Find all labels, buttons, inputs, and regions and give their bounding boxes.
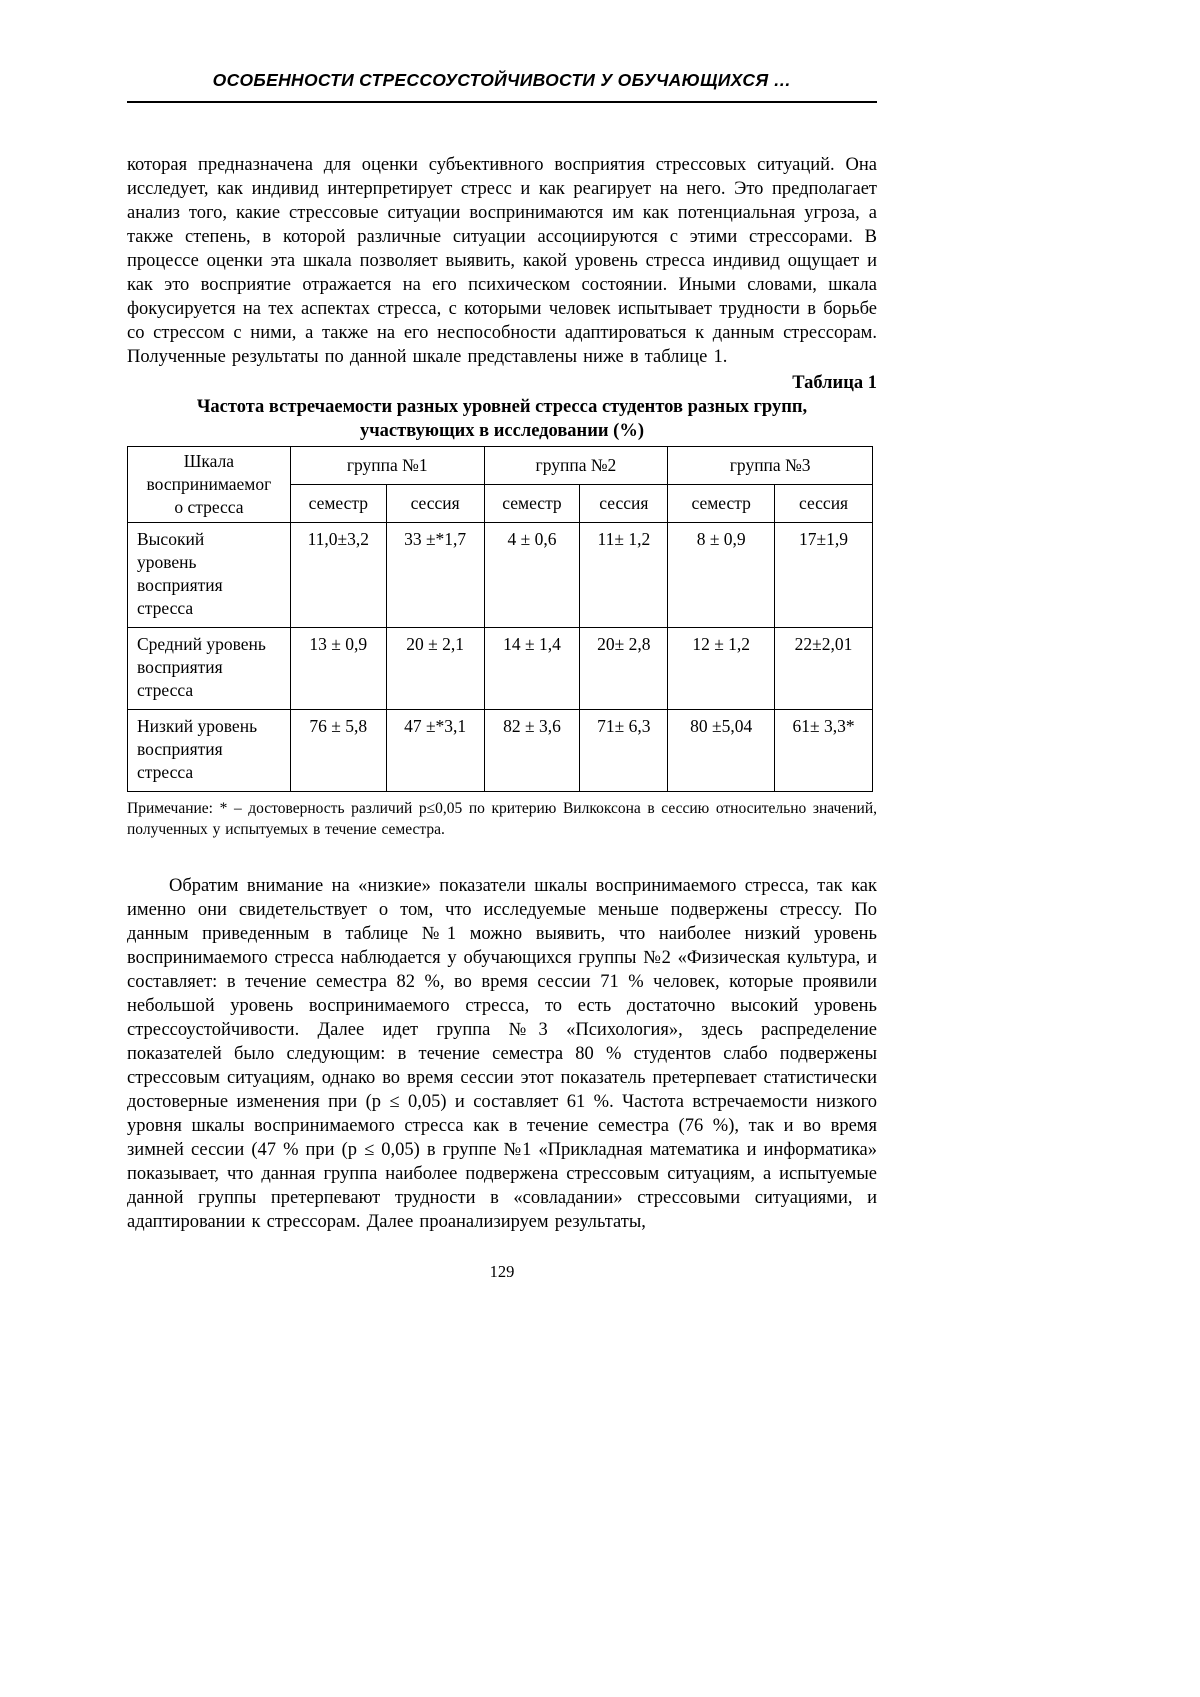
scale-column-header: Шкала воспринимаемог о стресса	[128, 447, 291, 523]
group2-session-header: сессия	[580, 485, 668, 523]
cell-medium-g2-session: 20± 2,8	[580, 628, 668, 710]
cell-high-g2-semester: 4 ± 0,6	[484, 523, 580, 628]
group3-header: группа №3	[668, 447, 873, 485]
paragraph-2: Обратим внимание на «низкие» показатели шкалы воспринимаемого стресса, так как именно они свидетельствует о том, что исследуемые меньше подвержены стрессу. По данным приведенным в таблице №1 можно выявить, что наиболее низкий уровень воспринимаемого стресса наблюдается у обучающихся группы №2 «Физическая культура, и составляет: в течение семестра 82 %, во время сессии 71 % человек, которые проявили небольшой уровень воспринимаемого стресса, то есть достаточно высокий уровень стрессоустойчивости. Далее идет группа №3 «Психология», здесь распределение показателей было следующим: в течение семестра 80 % студентов слабо подвержены стрессовым ситуациям, однако во время сессии этот показатель претерпевает статистически достоверные изменения при (p ≤ 0,05) и составляет 61 %. Частота встречаемости низкого уровня шкалы воспринимаемого стресса как в течение семестра (76 %), так и во время зимней сессии (47 % при (p ≤ 0,05) в группе №1 «Прикладная математика и информатика» показывает, что данная группа наиболее подвержена стрессовым ситуациям, а испытуемые данной группы претерпевают трудности в «совладании» стрессовыми ситуациями, и адаптировании к стрессорам. Далее проанализируем результаты,	[127, 876, 877, 1232]
cell-low-g1-semester: 76 ± 5,8	[290, 710, 386, 792]
table-footnote: Примечание: * – достоверность различий p≤0,05 по критерию Вилкоксона в сессию относительно значений, полученных у испытуемых в течение семестра.	[127, 800, 877, 838]
cell-low-g2-session: 71± 6,3	[580, 710, 668, 792]
running-header	[127, 70, 877, 103]
group1-header: группа №1	[290, 447, 484, 485]
cell-medium-g1-semester: 13 ± 0,9	[290, 628, 386, 710]
page-number: 129	[489, 1262, 515, 1281]
row-label-low: Низкий уровень восприятия стресса	[128, 710, 291, 792]
row-label-high: Высокий уровень восприятия стресса	[128, 523, 291, 628]
stress-frequency-table	[127, 446, 873, 792]
table-title: Частота встречаемости разных уровней стресса студентов разных групп, участвующих в исследовании (%)	[196, 397, 808, 441]
cell-high-g1-semester: 11,0±3,2	[290, 523, 386, 628]
table-label: Таблица 1	[792, 373, 877, 393]
group3-session-header: сессия	[775, 485, 873, 523]
cell-high-g3-session: 17±1,9	[775, 523, 873, 628]
running-header-title: ОСОБЕННОСТИ СТРЕССОУСТОЙЧИВОСТИ У ОБУЧАЮЩИХСЯ …	[212, 70, 792, 90]
cell-low-g2-semester: 82 ± 3,6	[484, 710, 580, 792]
table-row-medium-level	[128, 628, 873, 710]
cell-low-g3-session: 61± 3,3*	[775, 710, 873, 792]
cell-medium-g3-session: 22±2,01	[775, 628, 873, 710]
cell-medium-g2-semester: 14 ± 1,4	[484, 628, 580, 710]
page-content	[127, 70, 877, 1282]
group1-semester-header: семестр	[290, 485, 386, 523]
table-row-high-level	[128, 523, 873, 628]
cell-medium-g1-session: 20 ± 2,1	[386, 628, 484, 710]
group2-header: группа №2	[484, 447, 668, 485]
group2-semester-header: семестр	[484, 485, 580, 523]
cell-low-g1-session: 47 ±*3,1	[386, 710, 484, 792]
row-label-medium: Средний уровень восприятия стресса	[128, 628, 291, 710]
group3-semester-header: семестр	[668, 485, 775, 523]
table-header-row-groups	[128, 447, 873, 485]
paragraph-1: которая предназначена для оценки субъективного восприятия стрессовых ситуаций. Она исследует, как индивид интерпретирует стресс и как реагирует на него. Это предполагает анализ того, какие стрессовые ситуации воспринимаются им как потенциальная угроза, а также степень, в которой различные ситуации ассоциируются с этими стрессорами. В процессе оценки эта шкала позволяет выявить, какой уровень стресса индивид ощущает и как это восприятие отражается на его психическом состоянии. Иными словами, шкала фокусируется на тех аспектах стресса, с которыми человек испытывает трудности в борьбе со стрессом с ними, а также на его неспособности адаптироваться к данным стрессорам. Полученные результаты по данной шкале представлены ниже в таблице 1.	[127, 155, 877, 367]
cell-high-g1-session: 33 ±*1,7	[386, 523, 484, 628]
group1-session-header: сессия	[386, 485, 484, 523]
table-row-low-level	[128, 710, 873, 792]
cell-medium-g3-semester: 12 ± 1,2	[668, 628, 775, 710]
cell-high-g3-semester: 8 ± 0,9	[668, 523, 775, 628]
cell-high-g2-session: 11± 1,2	[580, 523, 668, 628]
cell-low-g3-semester: 80 ±5,04	[668, 710, 775, 792]
